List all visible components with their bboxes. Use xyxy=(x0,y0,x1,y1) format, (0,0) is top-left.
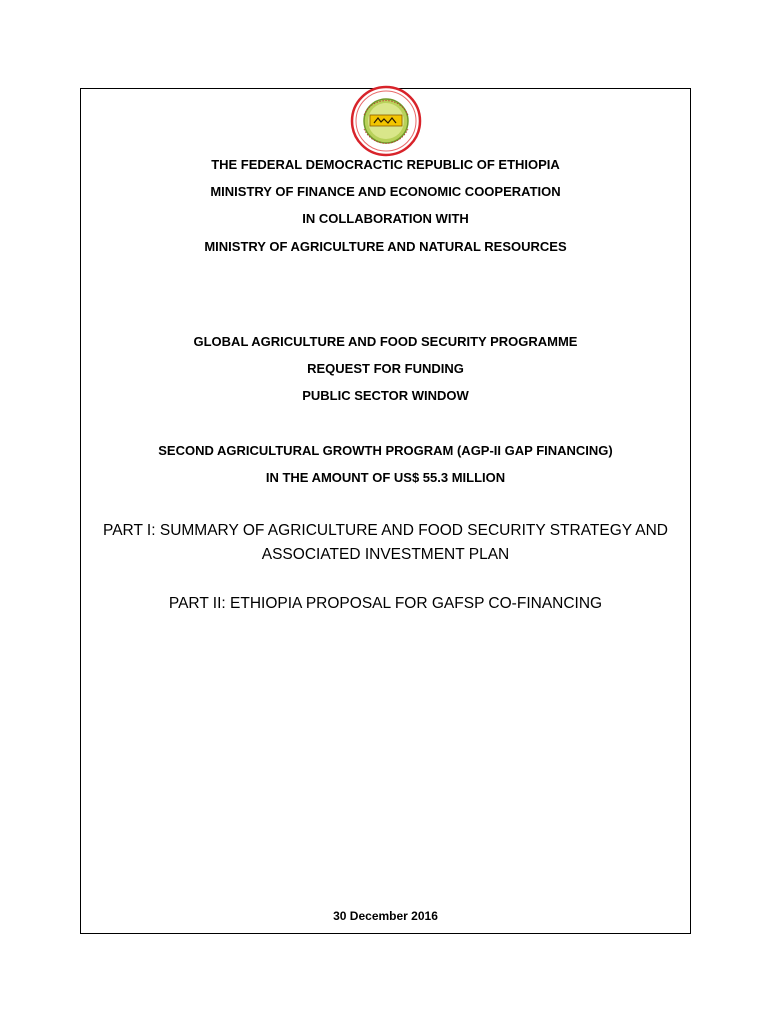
header-collaboration: IN COLLABORATION WITH xyxy=(302,211,469,226)
document-date: 30 December 2016 xyxy=(333,909,438,923)
programme-title: GLOBAL AGRICULTURE AND FOOD SECURITY PROGRAMME xyxy=(193,334,578,349)
ethiopian-government-seal-icon xyxy=(350,85,422,157)
programme-request: REQUEST FOR FUNDING xyxy=(307,361,464,376)
project-title: SECOND AGRICULTURAL GROWTH PROGRAM (AGP-II GAP FINANCING) xyxy=(158,443,613,458)
header-ministry-agriculture: MINISTRY OF AGRICULTURE AND NATURAL RESOURCES xyxy=(204,239,567,254)
header-country: THE FEDERAL DEMOCRACTIC REPUBLIC OF ETHIOPIA xyxy=(211,157,560,172)
part1-title-line2: ASSOCIATED INVESTMENT PLAN xyxy=(261,546,510,563)
header-ministry-finance: MINISTRY OF FINANCE AND ECONOMIC COOPERATION xyxy=(210,184,561,199)
project-amount: IN THE AMOUNT OF US$ 55.3 MILLION xyxy=(265,470,506,485)
part1-title-line1: PART I: SUMMARY OF AGRICULTURE AND FOOD SECURITY STRATEGY AND xyxy=(103,522,668,539)
part2-title: PART II: ETHIOPIA PROPOSAL FOR GAFSP CO-FINANCING xyxy=(168,595,603,612)
programme-window: PUBLIC SECTOR WINDOW xyxy=(302,388,469,403)
